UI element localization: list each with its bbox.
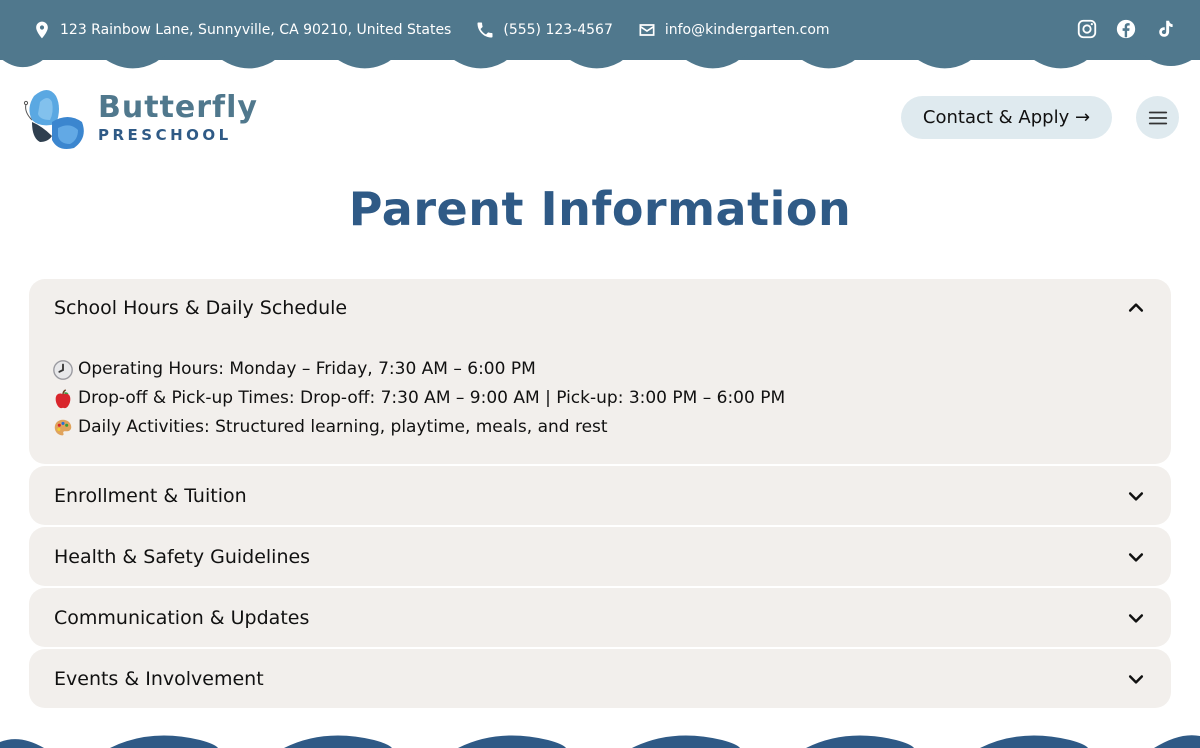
logo-wordmark	[98, 90, 258, 144]
logo[interactable]	[18, 82, 258, 154]
daily-activities-text: Daily Activities: Structured learning, playtime, meals, and rest	[78, 417, 608, 437]
chevron-down-icon	[1126, 547, 1146, 567]
accordion-title: Health & Safety Guidelines	[54, 545, 311, 568]
accordion-title: Events & Involvement	[54, 667, 264, 690]
tiktok-icon[interactable]	[1154, 18, 1176, 40]
email-item[interactable]	[637, 20, 830, 40]
chevron-down-icon	[1126, 669, 1146, 689]
mail-icon	[637, 20, 657, 40]
list-item	[52, 384, 1148, 413]
accordion-item-health-safety	[29, 527, 1171, 586]
chevron-down-icon	[1126, 486, 1146, 506]
accordion-title: Enrollment & Tuition	[54, 484, 247, 507]
contact-info	[32, 18, 854, 42]
address-text: 123 Rainbow Lane, Sunnyville, CA 90210, United States	[60, 22, 452, 38]
chevron-down-icon	[1126, 608, 1146, 628]
accordion-panel-school-hours	[29, 337, 1171, 464]
phone-icon	[475, 20, 495, 40]
accordion-header-events[interactable]	[29, 649, 1171, 708]
accordion-header-health-safety[interactable]	[29, 527, 1171, 586]
logo-name: Butterfly	[98, 90, 258, 125]
chevron-up-icon	[1126, 298, 1146, 318]
butterfly-logo-icon	[18, 82, 90, 154]
accordion-title: Communication & Updates	[54, 606, 310, 629]
top-contact-bar	[0, 0, 1200, 60]
accordion-item-communication	[29, 588, 1171, 647]
address-item	[32, 20, 451, 40]
accordion-header-communication[interactable]	[29, 588, 1171, 647]
phone-item[interactable]	[475, 20, 613, 40]
apple-icon	[52, 388, 74, 410]
accordion-item-events	[29, 649, 1171, 708]
operating-hours-text: Operating Hours: Monday – Friday, 7:30 AM – 6:00 PM	[78, 359, 536, 379]
facebook-icon[interactable]	[1115, 18, 1137, 40]
email-text[interactable]: info@kindergarten.com	[664, 22, 830, 38]
page-title: Parent Information	[348, 182, 852, 236]
footer-wave-edge	[0, 730, 1200, 748]
logo-subtitle: PRESCHOOL	[98, 126, 232, 144]
list-item	[52, 355, 1148, 384]
contact-apply-button[interactable]: Contact & Apply →	[901, 96, 1112, 139]
accordion-title: School Hours & Daily Schedule	[54, 297, 348, 319]
phone-text[interactable]: (555) 123-4567	[503, 22, 613, 38]
accordion-item-school-hours	[29, 279, 1171, 464]
clock-icon	[52, 359, 74, 381]
social-links	[1059, 18, 1176, 40]
menu-button[interactable]	[1136, 96, 1179, 139]
accordion-header-school-hours[interactable]	[29, 279, 1171, 337]
dropoff-pickup-text: Drop-off & Pick-up Times: Drop-off: 7:30 AM – 9:00 AM | Pick-up: 3:00 PM – 6:00 PM	[78, 388, 786, 408]
topbar-wave-edge	[0, 52, 1200, 76]
accordion-header-enrollment[interactable]	[29, 466, 1171, 525]
accordion-item-enrollment	[29, 466, 1171, 525]
hamburger-icon	[1147, 107, 1169, 129]
parent-info-accordion	[29, 279, 1171, 710]
list-item	[52, 413, 1148, 442]
instagram-icon[interactable]	[1076, 18, 1098, 40]
palette-icon	[52, 417, 74, 439]
location-pin-icon	[32, 20, 52, 40]
